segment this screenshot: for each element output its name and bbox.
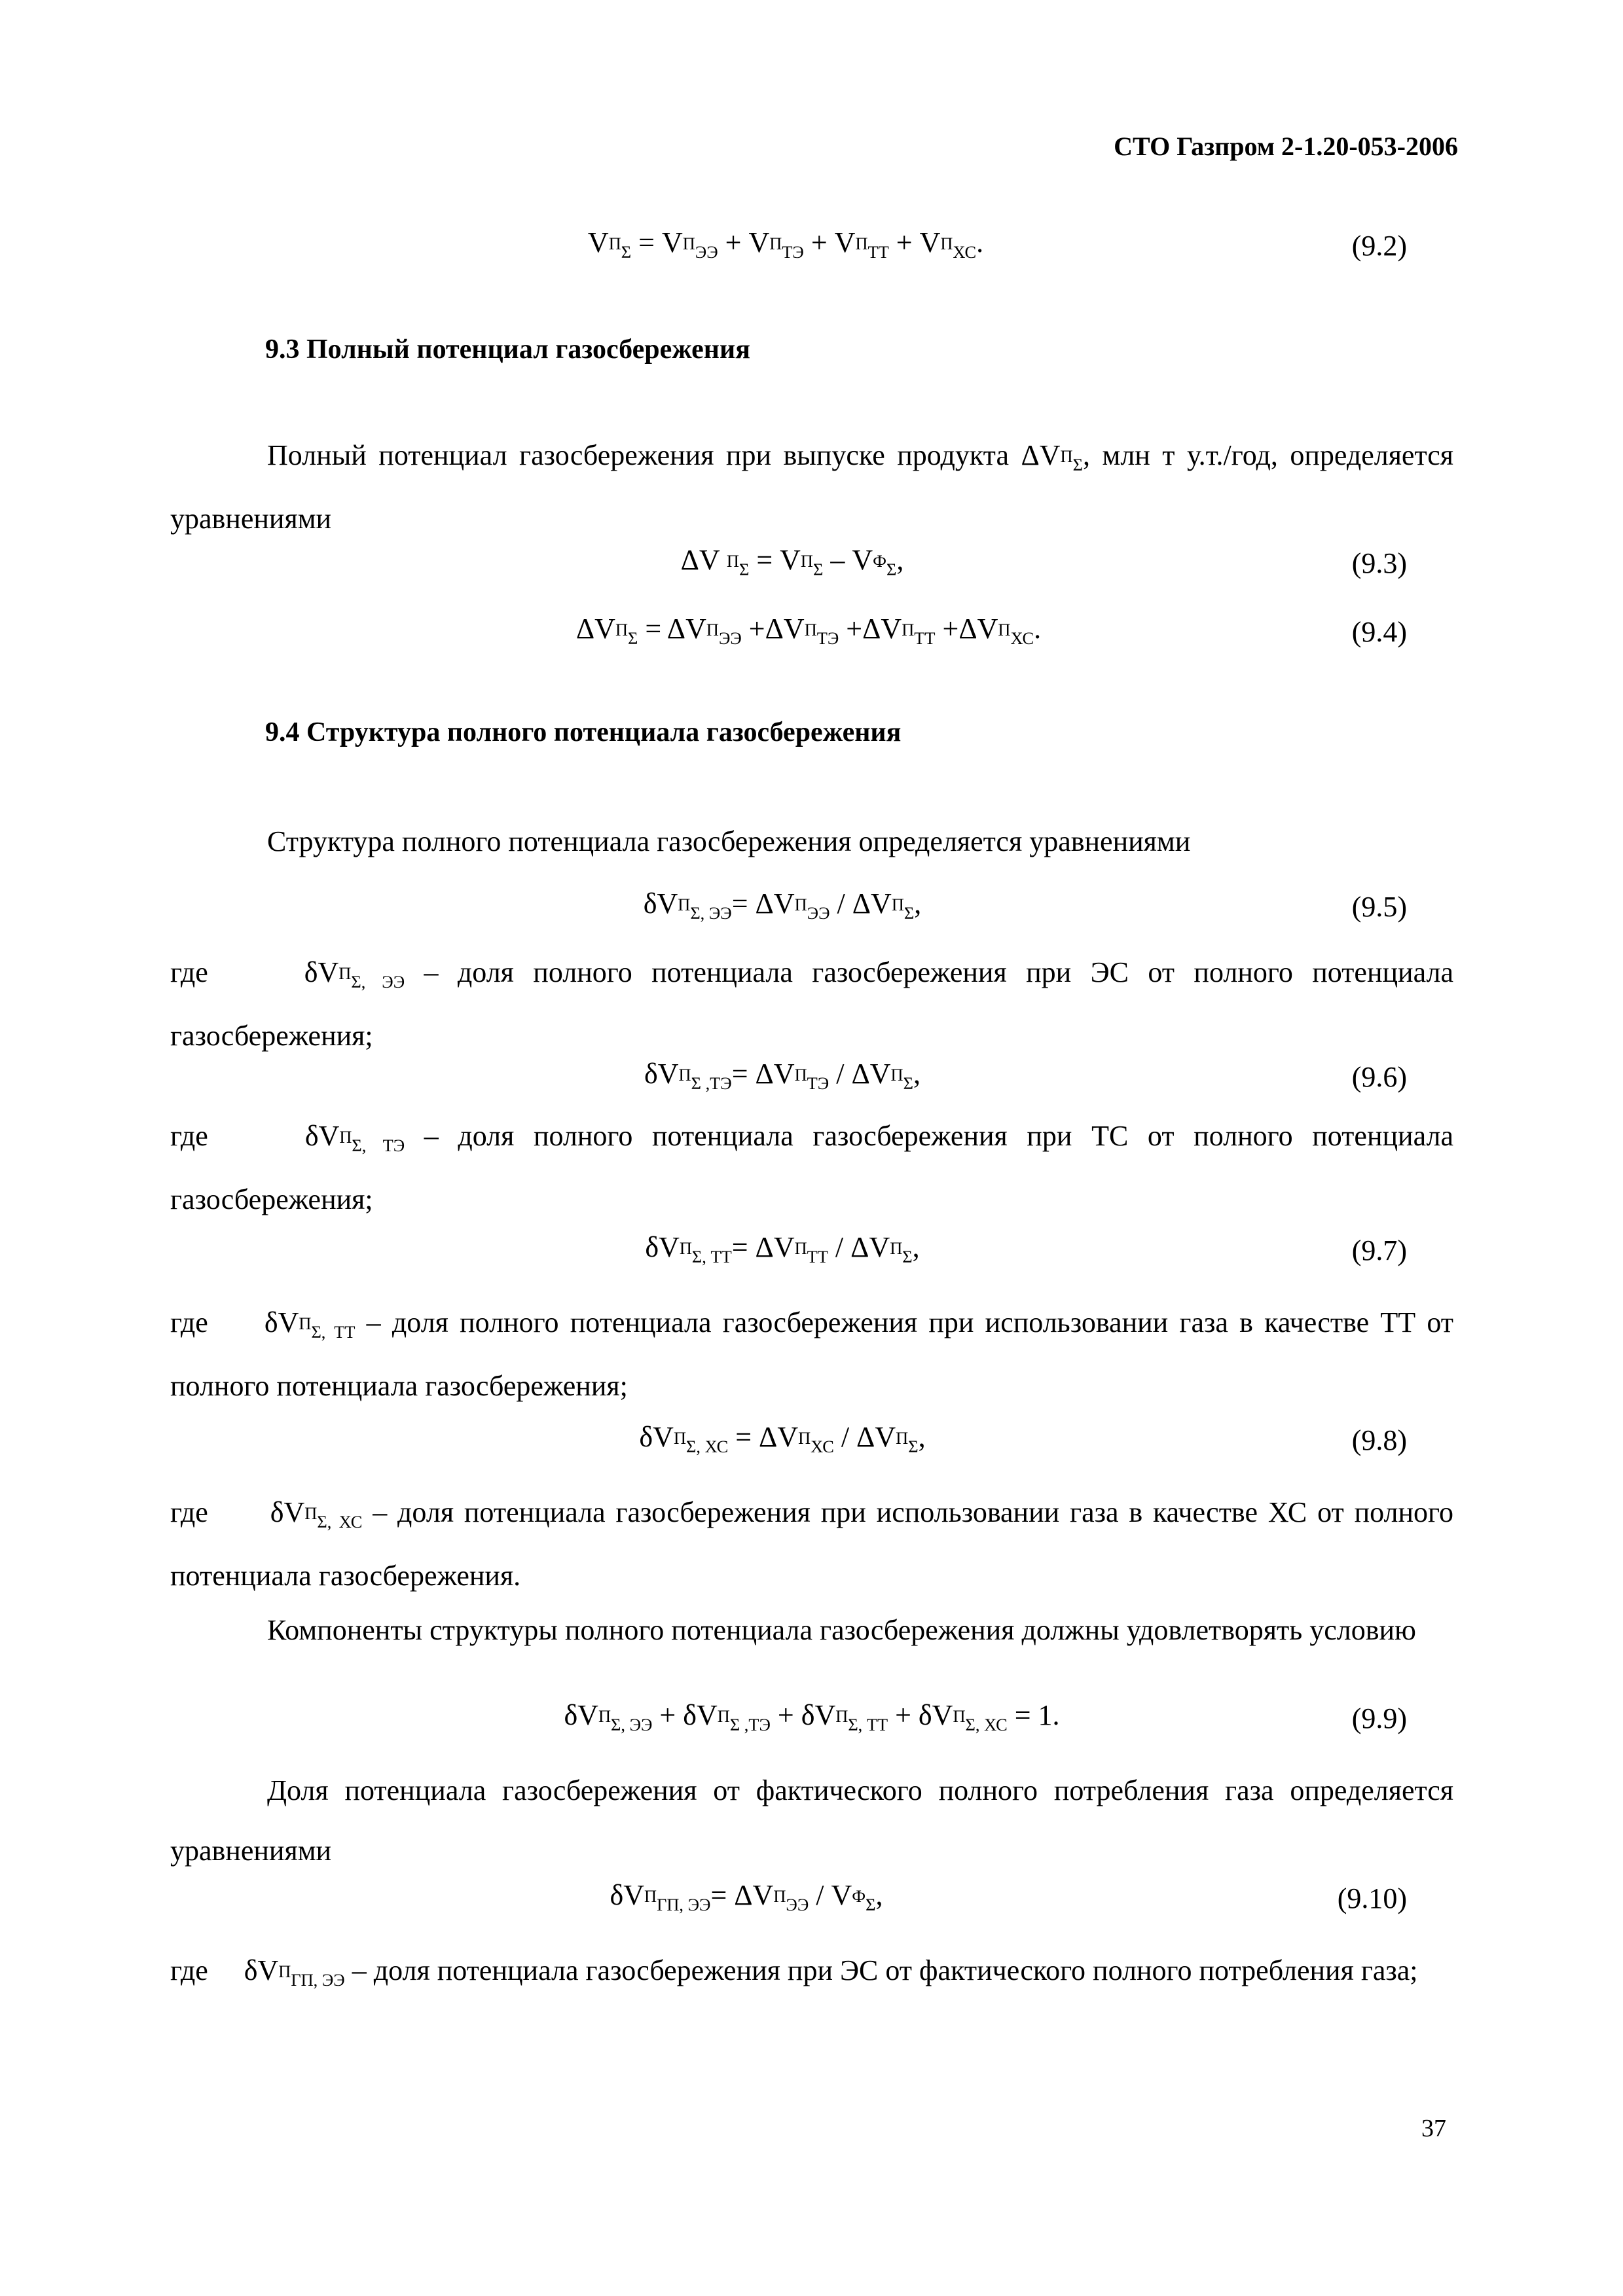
equation-9-4: $\Delta V^П_\Sigma = \Delta V^П_{ЭЭ} +\Delta V^П_{ТЭ} +\Delta V^П_{ТТ} +\Delta V^П_{ХС}$. (575, 613, 1042, 649)
equation-number: (9.8) (1351, 1424, 1407, 1456)
page-number: 37 (1421, 2115, 1446, 2142)
paragraph-structure: Структура полного потенциала газосбережения определяется уравнениями (267, 825, 1191, 857)
equation-9-10: $\delta V^П_{ГП, ЭЭ}= \Delta V^П_{ЭЭ} / V^Ф_\Sigma$, (610, 1879, 883, 1915)
equation-number: (9.7) (1351, 1234, 1407, 1266)
equation-number: (9.4) (1351, 616, 1407, 648)
equation-number: (9.5) (1351, 891, 1407, 923)
equation-number: (9.9) (1351, 1702, 1407, 1734)
paragraph-share: Доля потенциала газосбережения от фактического полного потребления газа определяется уравнениями (170, 1774, 1453, 1867)
equation-9-8: $\delta V^П_{\Sigma, ХС} = \Delta V^П_{ХС} / \Delta V^П_\Sigma$, (639, 1421, 926, 1457)
equation-number: (9.2) (1351, 230, 1407, 262)
where-clause-xc: где $\delta V^П_{\Sigma, ХС}$ – доля потенциала газосбережения при использовании газа в качестве ХС от полного потенциала газосбережения. (170, 1496, 1453, 1592)
paragraph-components: Компоненты структуры полного потенциала газосбережения должны удовлетворять условию (267, 1614, 1416, 1646)
document-code-header: СТО Газпром 2-1.20-053-2006 (1114, 132, 1458, 161)
where-clause-te: где $\delta V^П_{\Sigma, ТЭ}$ – доля полного потенциала газосбережения при ТС от полного потенциала газосбережения; (170, 1120, 1453, 1215)
equation-9-7: $\delta V^П_{\Sigma, ТТ}= \Delta V^П_{ТТ} / \Delta V^П_\Sigma$, (645, 1231, 920, 1267)
equation-9-2: $V^П_\Sigma = V^П_{ЭЭ} + V^П_{ТЭ} + V^П_{ТТ} + V^П_{ХС}$. (587, 226, 984, 262)
where-clause-ee: где $\delta V^П_{\Sigma, ЭЭ}$ – доля полного потенциала газосбережения при ЭС от полного потенциала газосбережения; (170, 956, 1453, 1052)
equation-number: (9.6) (1351, 1061, 1407, 1093)
equation-number: (9.10) (1337, 1882, 1407, 1914)
equation-9-9: $\delta V^П_{\Sigma, ЭЭ} + \delta V^П_{\Sigma ,ТЭ} + \delta V^П_{\Sigma, ТТ} + \delta V^П_{\Sigma, ХС} = 1$. (564, 1699, 1060, 1735)
section-heading-9-4: 9.4 Структура полного потенциала газосбережения (265, 717, 902, 747)
paragraph-full-potential: Полный потенциал газосбережения при выпуске продукта $\Delta V^П_\Sigma$, млн т у.т./год, определяется уравнениями (170, 439, 1453, 535)
equation-number: (9.3) (1351, 547, 1407, 579)
where-clause-gp: где $\delta V^П_{ГП, ЭЭ}$ – доля потенциала газосбережения при ЭС от фактического полного потребления газа; (170, 1954, 1418, 1990)
section-heading-9-3: 9.3 Полный потенциал газосбережения (265, 334, 750, 365)
equation-9-3: ΔV $^П_\Sigma = V^П_\Sigma - V^Ф_\Sigma$, (680, 544, 904, 580)
where-clause-tt: где $\delta V^П_{\Sigma, ТТ}$ – доля полного потенциала газосбережения при использовании газа в качестве ТТ от полного потенциала газосбережения; (170, 1306, 1453, 1402)
equation-9-6: $\delta V^П_{\Sigma ,ТЭ}= \Delta V^П_{ТЭ} / \Delta V^П_\Sigma$, (644, 1058, 921, 1094)
equation-9-5: $\delta V^П_{\Sigma, ЭЭ}= \Delta V^П_{ЭЭ} / \Delta V^П_\Sigma$, (643, 888, 922, 924)
